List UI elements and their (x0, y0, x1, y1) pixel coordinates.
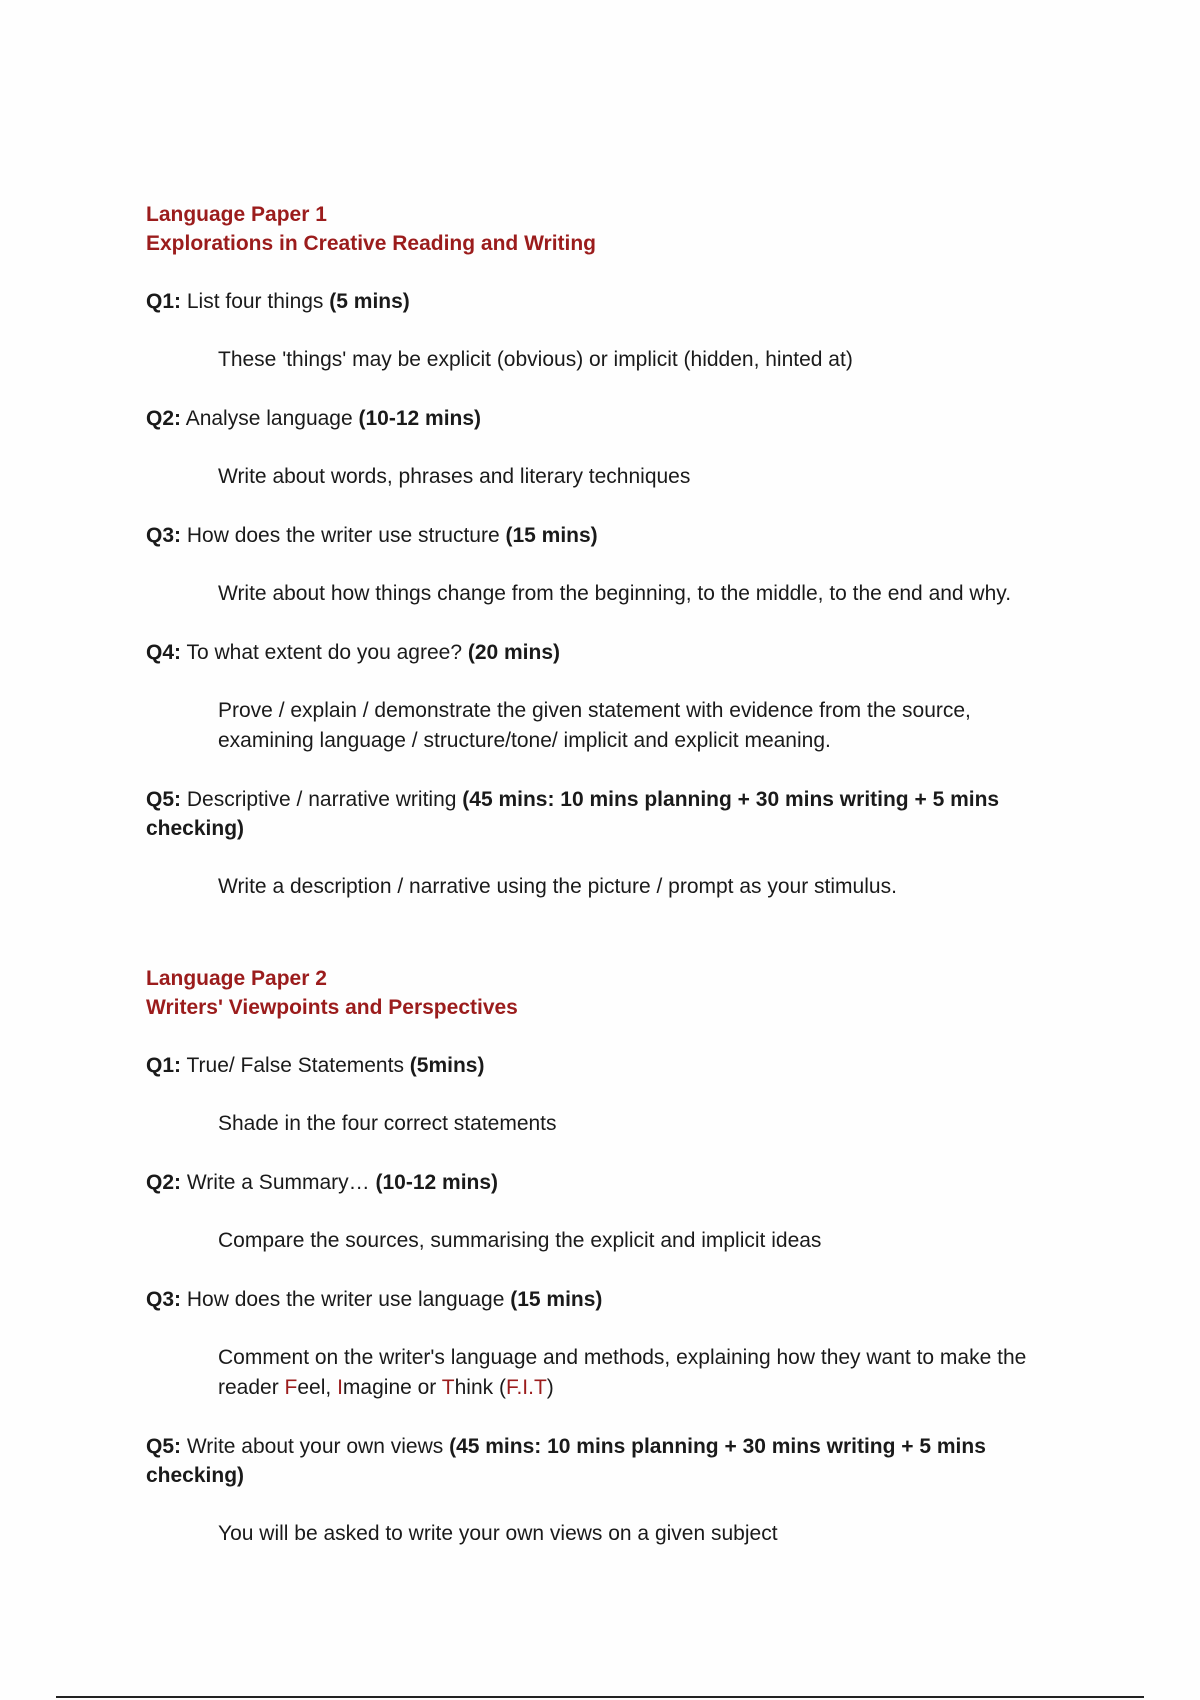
question-number: Q2: (146, 1171, 182, 1194)
paper1-q5-description: Write a description / narrative using the picture / prompt as your stimulus. (218, 875, 897, 898)
question-text: True/ False Statements (181, 1054, 410, 1077)
paper2-q5 (146, 1432, 1076, 1490)
question-text: To what extent do you agree? (181, 641, 468, 664)
question-number: Q2: (146, 407, 182, 430)
paper2-title: Language Paper 2 (146, 967, 327, 990)
paper1-q3-description: Write about how things change from the beginning, to the middle, to the end and why. (218, 582, 1012, 605)
paper2-q2 (146, 1168, 1076, 1197)
question-text: List four things (181, 290, 330, 313)
question-time: (10-12 mins) (358, 407, 482, 430)
question-time: (10-12 mins) (375, 1171, 499, 1194)
question-text: Analyse language (181, 407, 359, 430)
paper2-q5-description: You will be asked to write your own views on a given subject (218, 1522, 778, 1545)
paper2-q1 (146, 1051, 1076, 1080)
desc-text: ) (546, 1376, 554, 1399)
question-time: (15 mins) (505, 524, 598, 547)
question-time: (5 mins) (329, 290, 410, 313)
paper2-q3 (146, 1285, 1076, 1314)
paper2-q1-description: Shade in the four correct statements (218, 1112, 557, 1135)
question-time: (15 mins) (510, 1288, 603, 1311)
paper1-q4 (146, 638, 1076, 667)
footer-divider (56, 1696, 1144, 1698)
question-number: Q5: (146, 788, 182, 811)
desc-text: Comment on the writer's language and methods, explaining how they want to make the reader (218, 1346, 1027, 1399)
question-number: Q5: (146, 1435, 182, 1458)
paper1-q3 (146, 521, 1076, 550)
question-time: (5mins) (409, 1054, 485, 1077)
paper1-q1-description: These 'things' may be explicit (obvious) or implicit (hidden, hinted at) (218, 348, 853, 371)
question-time: (20 mins) (467, 641, 561, 664)
think-initial: T (441, 1376, 455, 1399)
question-time: (45 mins: 10 mins planning + 30 mins writing + 5 mins checking) (146, 788, 1000, 840)
question-text: Write about your own views (181, 1435, 450, 1458)
document-page (146, 200, 1076, 1549)
paper1-title: Language Paper 1 (146, 203, 327, 226)
question-number: Q3: (146, 1288, 182, 1311)
question-text: Descriptive / narrative writing (181, 788, 463, 811)
paper1-q1 (146, 287, 1076, 316)
question-number: Q1: (146, 1054, 182, 1077)
paper2-subtitle: Writers' Viewpoints and Perspectives (146, 996, 518, 1019)
feel-initial: F (284, 1376, 298, 1399)
desc-text: magine or (342, 1376, 442, 1399)
paper2-q3-description (146, 1343, 1076, 1403)
question-text: Write a Summary… (181, 1171, 376, 1194)
paper1-section (146, 200, 1076, 902)
paper1-subtitle: Explorations in Creative Reading and Writing (146, 232, 597, 255)
question-text: How does the writer use language (181, 1288, 511, 1311)
question-time: (45 mins: 10 mins planning + 30 mins writing + 5 mins checking) (146, 1435, 986, 1487)
desc-text: eel, (297, 1376, 338, 1399)
paper1-q2 (146, 404, 1076, 433)
paper2-section (146, 964, 1076, 1549)
paper1-q5 (146, 785, 1076, 843)
question-number: Q4: (146, 641, 182, 664)
fit-acronym: F.I.T (505, 1376, 547, 1399)
question-number: Q1: (146, 290, 182, 313)
paper1-q2-description: Write about words, phrases and literary techniques (218, 465, 691, 488)
paper2-q2-description: Compare the sources, summarising the explicit and implicit ideas (218, 1229, 822, 1252)
question-text: How does the writer use structure (181, 524, 506, 547)
imagine-initial: I (337, 1376, 343, 1399)
paper1-q4-description: Prove / explain / demonstrate the given statement with evidence from the source, examining language / structure/tone/ implicit and explicit meaning. (218, 699, 971, 752)
question-number: Q3: (146, 524, 182, 547)
desc-text: hink ( (454, 1376, 506, 1399)
